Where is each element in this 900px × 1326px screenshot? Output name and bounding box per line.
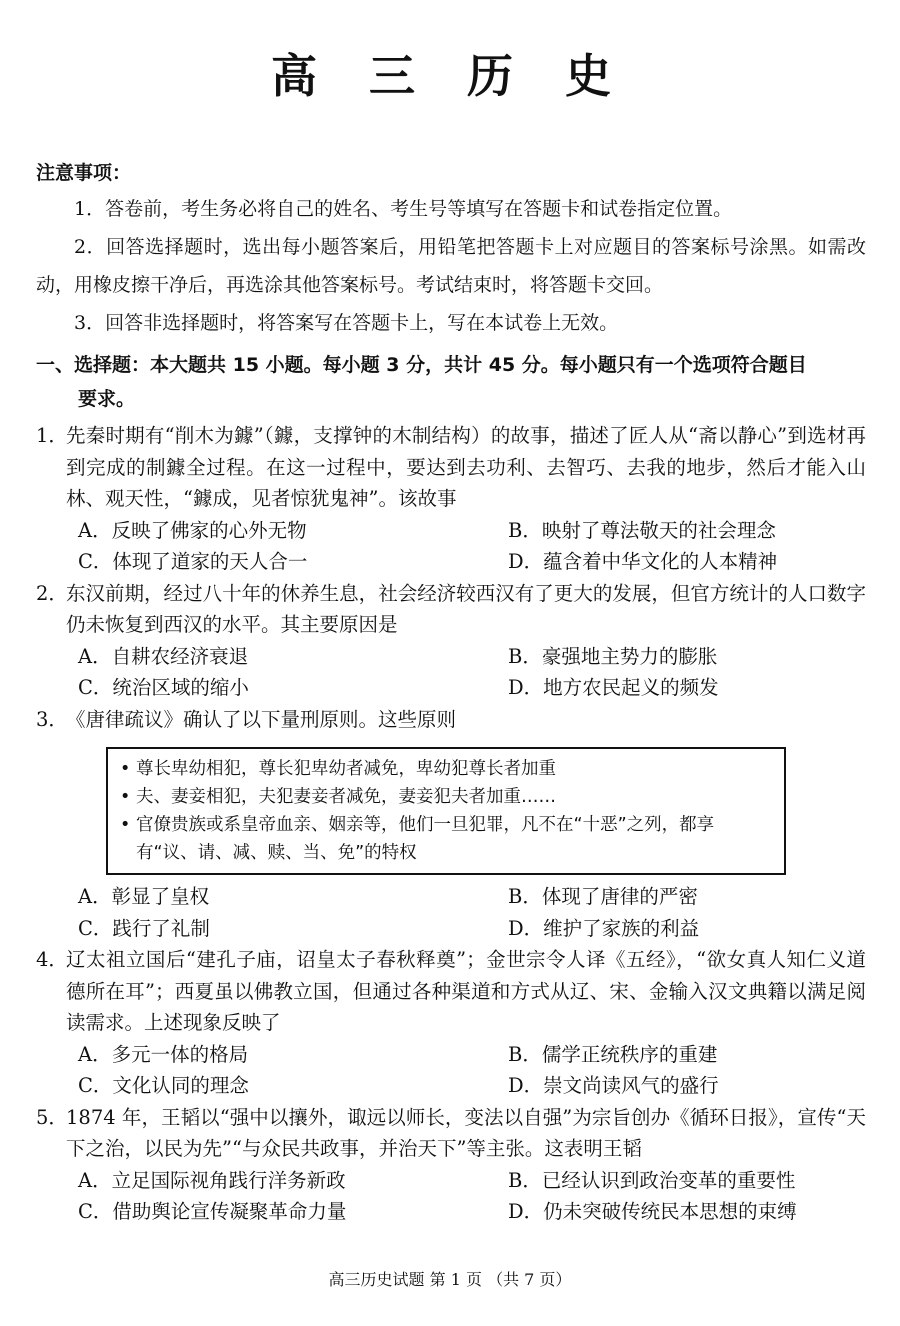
quote-line: 尊长卑幼相犯，尊长犯卑幼者减免，卑幼犯尊长者加重 (136, 759, 556, 779)
option-b: B．映射了尊法敬天的社会理念 (508, 518, 776, 542)
bullet-icon: • (120, 815, 131, 835)
question-2 (36, 578, 866, 704)
question-number: 2． (36, 581, 68, 605)
question-number: 1． (36, 424, 68, 447)
notice-item: 1．答卷前，考生务必将自己的姓名、考生号等填写在答题卡和试卷指定位置。 (74, 198, 733, 220)
question-number: 4． (36, 948, 68, 971)
option-c: C．文化认同的理念 (78, 1074, 249, 1097)
option-b: B．豪强地主势力的膨胀 (508, 644, 718, 668)
option-d: D．崇文尚读风气的盛行 (508, 1074, 719, 1097)
page-footer: 高三历史试题 第 1 页 （共 7 页） (328, 1270, 572, 1289)
option-b: B．体现了唐律的严密 (508, 885, 698, 908)
question-5 (36, 1102, 866, 1228)
option-c: C．体现了道家的天人合一 (78, 550, 308, 573)
question-list (36, 420, 866, 1228)
question-1 (36, 420, 866, 578)
notice-block (36, 158, 866, 342)
question-number: 5． (36, 1105, 68, 1129)
option-c: C．统治区域的缩小 (78, 676, 249, 699)
quote-line: 官僚贵族或系皇帝血亲、姻亲等，他们一旦犯罪，凡不在“十恶”之列，都享有“议、请、减、赎、当、免”的特权 (136, 815, 715, 863)
question-stem: 《唐律疏议》确认了以下量刑原则。这些原则 (66, 707, 457, 731)
section-heading-line2: 要求。 (78, 388, 136, 410)
option-b: B．儒学正统秩序的重建 (508, 1042, 718, 1066)
question-stem: 东汉前期，经过八十年的休养生息，社会经济较西汉有了更大的发展，但官方统计的人口数字仍未恢复到西汉的水平。其主要原因是 (66, 581, 866, 636)
page-title: 高 三 历 史 (270, 49, 630, 103)
option-a: A．彰显了皇权 (78, 885, 210, 908)
quote-line: 夫、妻妾相犯，夫犯妻妾者减免，妻妾犯夫者加重…… (136, 787, 556, 807)
option-d: D．地方农民起义的频发 (508, 676, 719, 699)
option-b: B．已经认识到政治变革的重要性 (508, 1168, 796, 1192)
notice-item: 2．回答选择题时，选出每小题答案后，用铅笔把答题卡上对应题目的答案标号涂黑。如需改动，用橡皮擦干净后，再选涂其他答案标号。考试结束时，将答题卡交回。 (36, 236, 866, 296)
notice-item: 3．回答非选择题时，将答案写在答题卡上，写在本试卷上无效。 (74, 312, 619, 334)
notice-heading: 注意事项： (36, 162, 132, 184)
section-heading (36, 348, 866, 416)
option-d: D．维护了家族的利益 (508, 916, 700, 940)
question-stem: 先秦时期有“削木为鐻”（鐻，支撑钟的木制结构）的故事，描述了匠人从“斋以静心”到选材再到完成的制鐻全过程。在这一过程中，要达到去功利、去智巧、去我的地步，然后才能入山林、观天性，“鐻成，见者惊犹鬼神”。该故事 (66, 424, 866, 510)
option-a: A．自耕农经济衰退 (78, 644, 249, 668)
option-a: A．反映了佛家的心外无物 (78, 518, 307, 542)
option-d: D．仍未突破传统民本思想的束缚 (508, 1200, 797, 1223)
option-d: D．蕴含着中华文化的人本精神 (508, 550, 778, 573)
question-number: 3． (36, 707, 68, 731)
bullet-icon: • (120, 759, 131, 779)
option-c: C．借助舆论宣传凝聚革命力量 (78, 1200, 347, 1223)
option-a: A．立足国际视角践行洋务新政 (78, 1168, 346, 1192)
quote-box (106, 747, 786, 875)
question-stem: 1874 年，王韬以“强中以攘外，诹远以师长，变法以自强”为宗旨创办《循环日报》，宣传“天下之治，以民为先”“与众民共政事，并治天下”等主张。这表明王韬 (66, 1105, 866, 1160)
question-3 (36, 704, 866, 945)
option-c: C．践行了礼制 (78, 916, 210, 940)
question-stem: 辽太祖立国后“建孔子庙，诏皇太子春秋释奠”；金世宗令人译《五经》，“欲女真人知仁义道德所在耳”；西夏虽以佛教立国，但通过各种渠道和方式从辽、宋、金输入汉文典籍以满足阅读需求。上述现象反映了 (66, 948, 866, 1034)
question-4 (36, 944, 866, 1102)
option-a: A．多元一体的格局 (78, 1042, 249, 1066)
section-heading-line1: 一、选择题：本大题共 15 小题。每小题 3 分，共计 45 分。每小题只有一个选项符合题目 (36, 354, 807, 376)
bullet-icon: • (120, 787, 131, 807)
